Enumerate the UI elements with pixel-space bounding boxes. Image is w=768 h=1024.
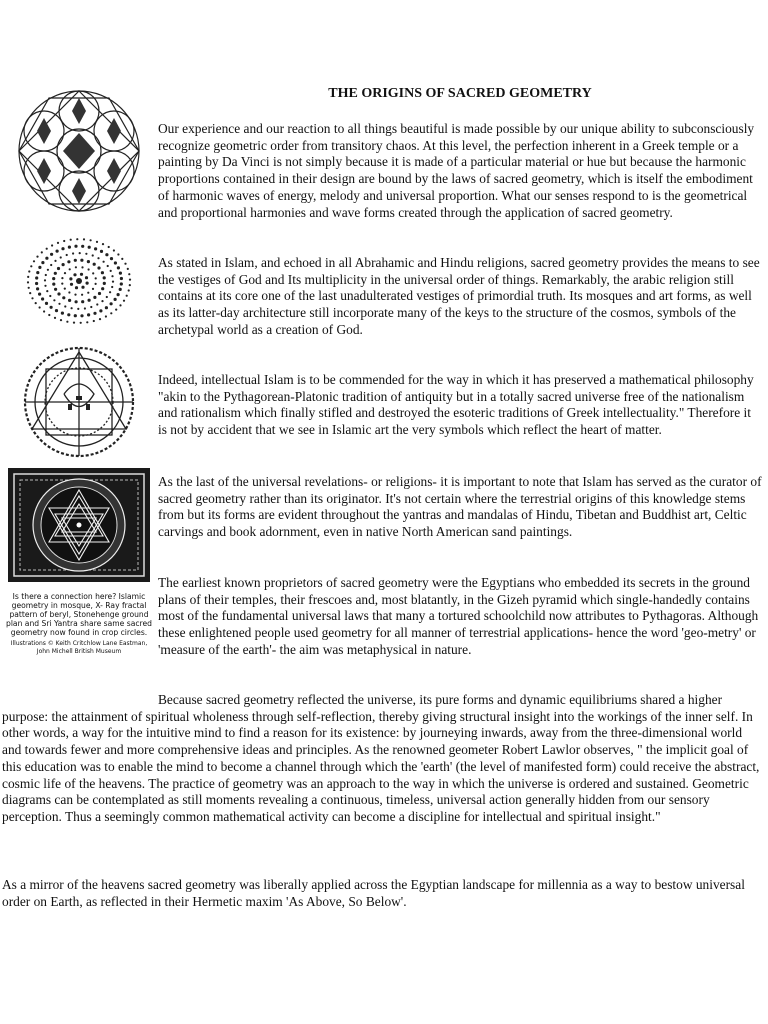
paragraph-5: The earliest known proprietors of sacred geometry were the Egyptians who embedded its secrets in the ground plans of their temples, their frescoes and, most blatantly, in the Gizeh pyramid which single-handedly contains most of the fundamental universal laws that many a tortured schoolchild now attributes to Pythagoras. Although these enlightened people used geometry for all manner of terrestrial applications- hence the word 'geo-metry' or 'measure of the earth'- the aim was metaphysical in nature. (158, 575, 759, 657)
figure-caption (6, 592, 152, 656)
islamic-rosette-icon (6, 86, 152, 216)
caption-text: Is there a connection here? Islamic geometry in mosque, X- Ray fractal pattern of beryl, Stonehenge ground plan and Sri Yantra share same sacred geometry now found in crop circles. (6, 592, 152, 637)
paragraph-4: As the last of the universal revelations- or religions- it is important to note that Islam has served as the curator of sacred geometry rather than its originator. It's not certain where the terrestrial origins of this knowledge stems from but its forms are evident throughout the yantras and mandalas of Hindu, Tibetan and Buddhist art, Celtic carvings and book adornment, even in native North American sand paintings. (158, 474, 762, 540)
stonehenge-plan-icon (6, 344, 152, 460)
page-title: THE ORIGINS OF SACRED GEOMETRY (328, 86, 592, 101)
beryl-xray-fractal-icon (6, 226, 152, 336)
paragraph-7: As a mirror of the heavens sacred geometry was liberally applied across the Egyptian landscape for millennia as a way to bestow universal order on Earth, as reflected in their Hermetic maxim 'As Above, So Below'. (2, 877, 745, 909)
paragraph-3: Indeed, intellectual Islam is to be commended for the way in which it has preserved a mathematical philosophy "akin to the Pythagorean-Platonic tradition of antiquity but in a totally sacred universe free of the nationalism and rationalism which finally stifled and destroyed the esoteric traditions of Greek intellectuality." Therefore it is not by accident that we see in Islamic art the very symbols which reflect the heart of matter. (158, 372, 754, 438)
caption-credit: Illustrations © Keith Critchlow Lane Eastman, John Michell British Museum (10, 640, 148, 655)
sri-yantra-icon (6, 466, 152, 584)
paragraph-2: As stated in Islam, and echoed in all Abrahamic and Hindu religions, sacred geometry provides the means to see the vestiges of God and Its multiplicity in the universal order of things. Remarkably, the arabic religion still contains at its core one of the last unadulterated vestiges of primordial truth. Its mosques and art forms, as well as its latter-day architecture still incorporate many of the keys to the structure of the cosmos, symbols of the archetypal world as a creation of God. (158, 255, 760, 337)
paragraph-1: Our experience and our reaction to all things beautiful is made possible by our unique ability to subconsciously recognize geometric order from transitory chaos. At this level, the perfection inherent in a Greek temple or a painting by Da Vinci is not simply because it is made of a particular material or hue but because the harmonic proportions contained in their design are bound by the laws of sacred geometry, which is itself the embodiment of harmonic waves of energy, melody and universal proportion. What our senses respond to is the geometrical and proportional harmonies and wave forms created through the application of sacred geometry. (158, 121, 755, 220)
paragraph-6: Because sacred geometry reflected the universe, its pure forms and dynamic equilibriums shared a higher purpose: the attainment of spiritual wholeness through self-reflection, thereby giving structural insight into the workings of the inner self. In other words, a way for the intuitive mind to find a reason for its existence: by journeying inwards, away from the three-dimensional world and towards fewer and more comprehensive ideas and principles. As the renowned geometer Robert Lawlor observes, " the implicit goal of this education was to enable the mind to become a channel through which the 'earth' (the level of manifested form) could receive the abstract, cosmic life of the heavens. The practice of geometry was an approach to the way in which the universe is ordered and sustained. Geometric diagrams can be contemplated as still moments revealing a continuous, timeless, universal action generally hidden from our sensory perception. Thus a seemingly common mathematical activity can become a discipline for intellectual and spiritual insight." (2, 692, 760, 824)
